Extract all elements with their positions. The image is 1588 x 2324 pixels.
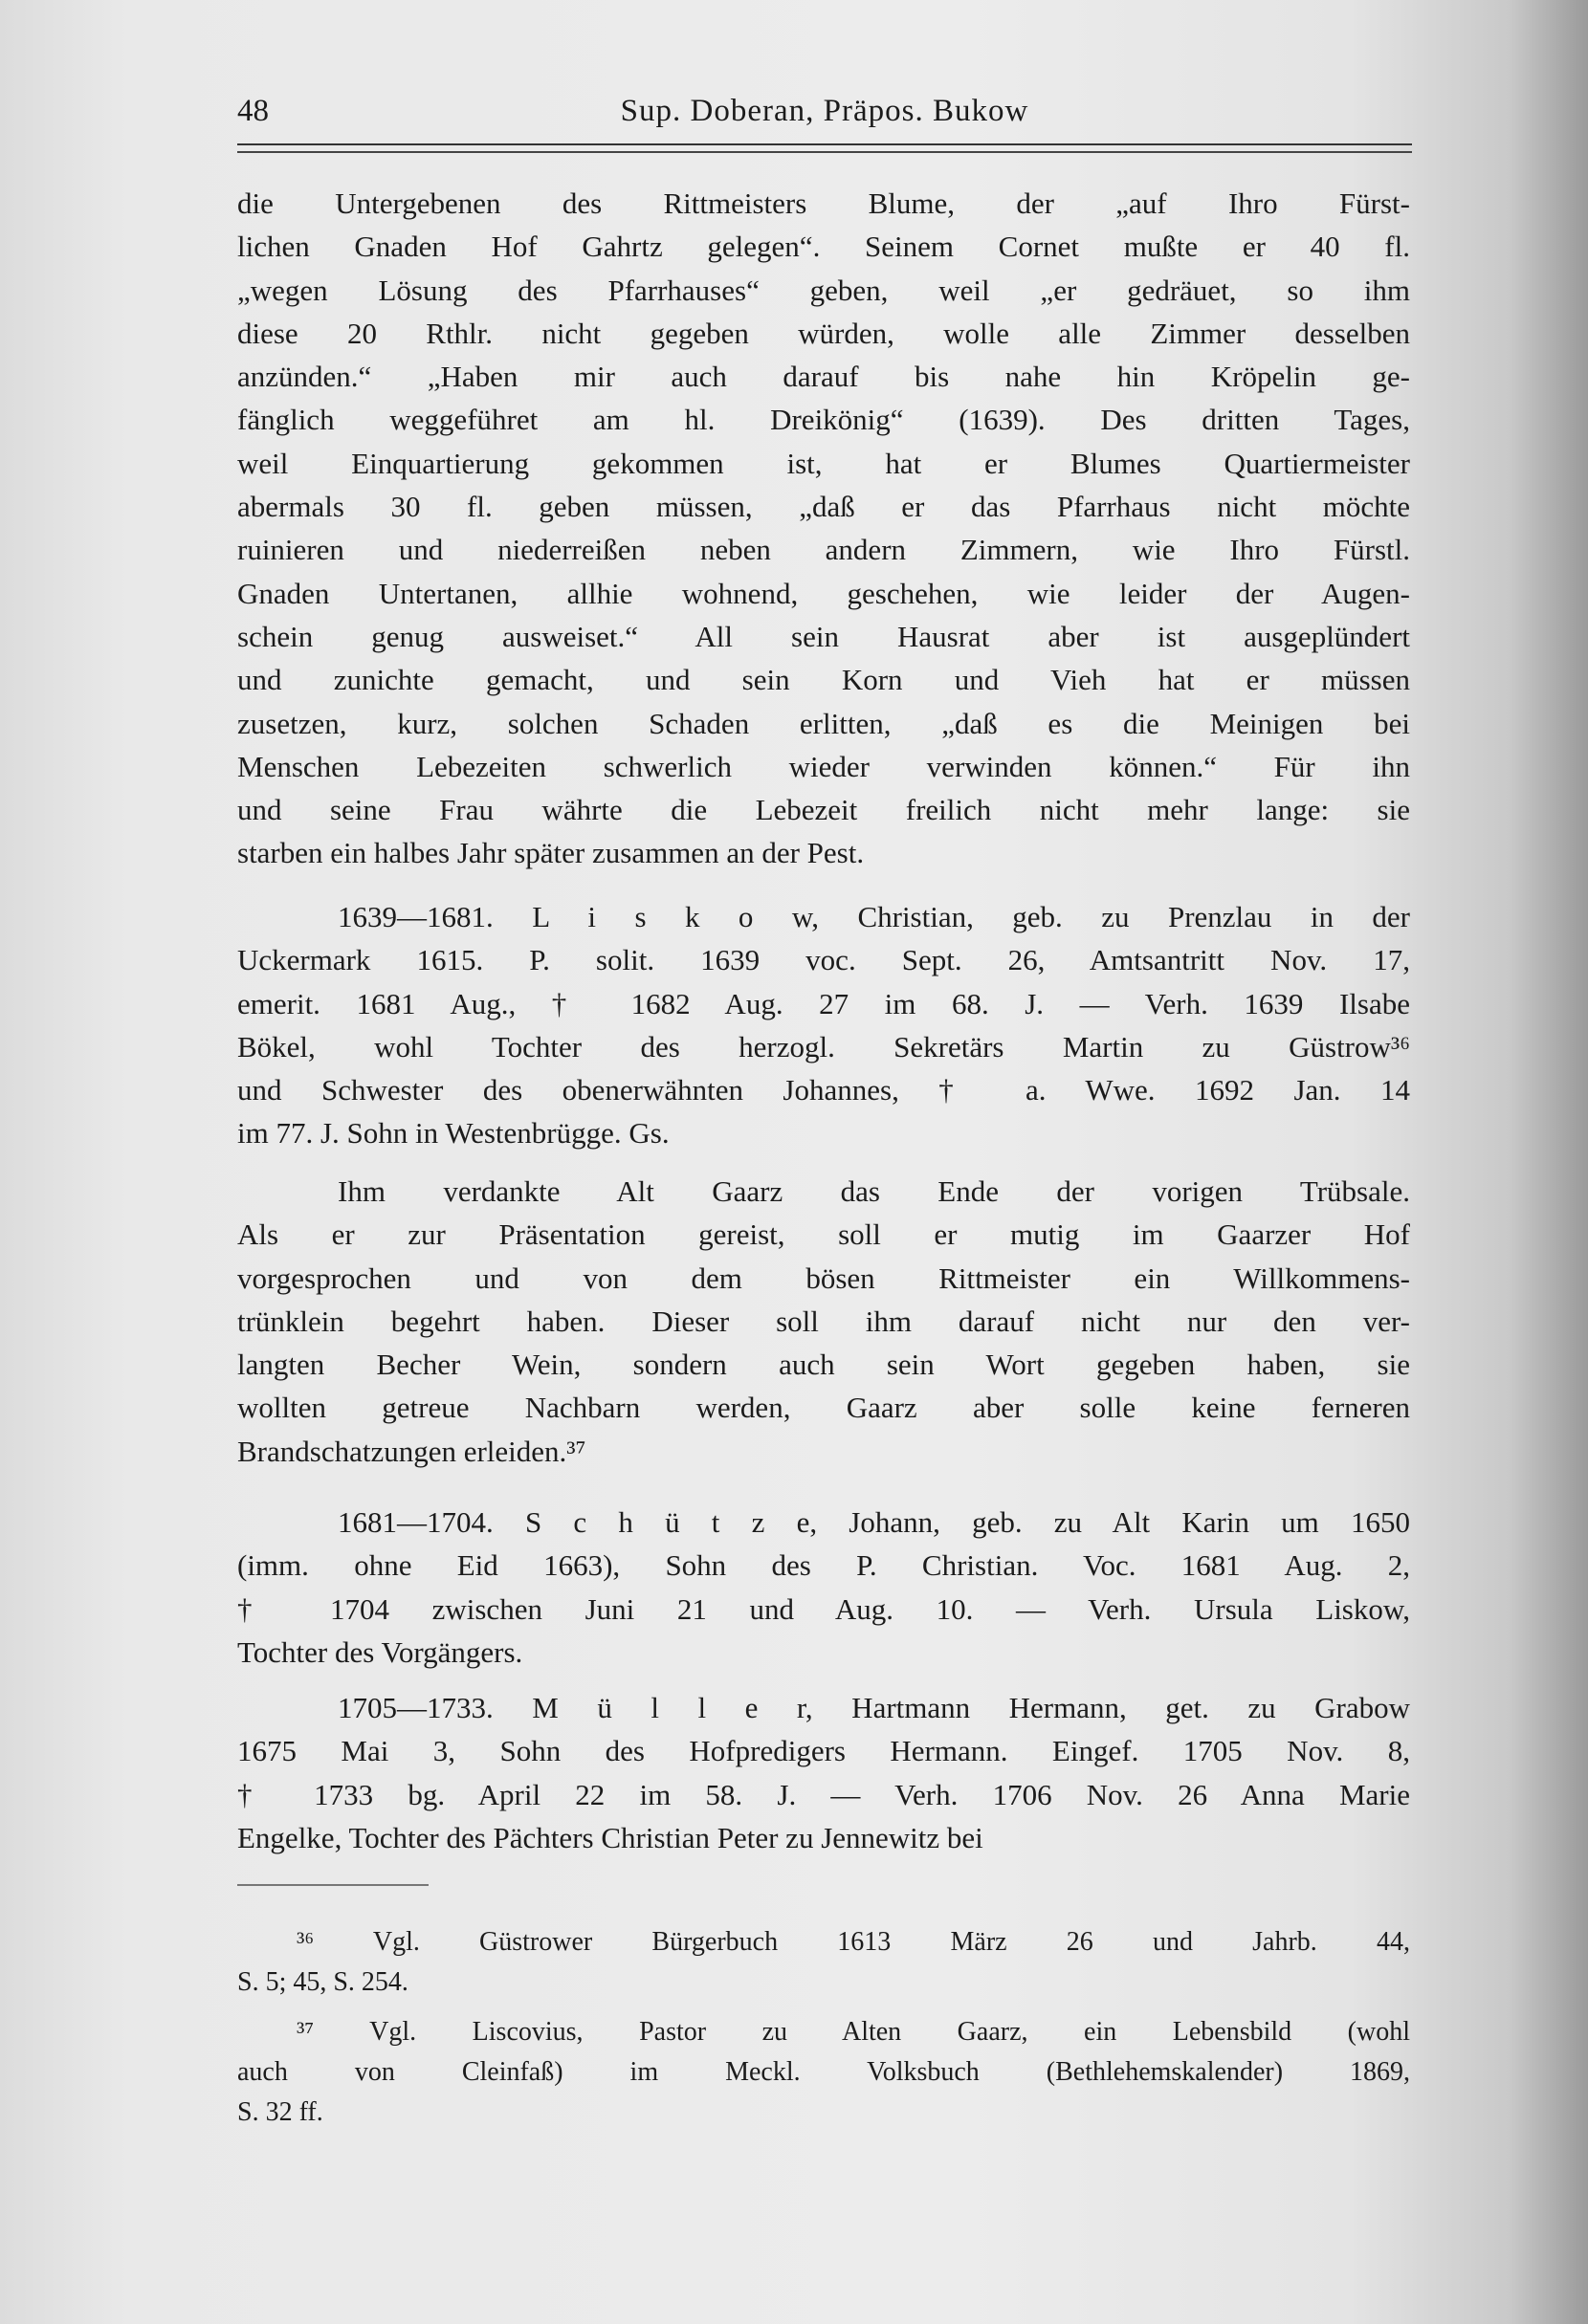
text-line: fänglich weggeführet am hl. Dreikönig“ (1639). Des dritten Tages,	[237, 403, 1410, 437]
text-line: vorgesprochen und von dem bösen Rittmeister ein Willkommens-	[237, 1261, 1410, 1295]
paragraph	[237, 1686, 1410, 1859]
paragraph	[237, 1170, 1410, 1473]
text-line: Ihm verdankte Alt Gaarz das Ende der vorigen Trübsale.	[338, 1174, 1410, 1208]
text-line: abermals 30 fl. geben müssen, „daß er das Pfarrhaus nicht möchte	[237, 490, 1410, 524]
footnote	[237, 2012, 1410, 2133]
text-line: (imm. ohne Eid 1663), Sohn des P. Christian. Voc. 1681 Aug. 2,	[237, 1548, 1410, 1583]
text-line: diese 20 Rthlr. nicht gegeben würden, wolle alle Zimmer desselben	[237, 316, 1410, 350]
text-line: ³⁷ Vgl. Liscovius, Pastor zu Alten Gaarz, ein Lebensbild (wohl	[297, 2017, 1410, 2047]
text-line: Tochter des Vorgängers.	[237, 1634, 523, 1669]
text-line: und Schwester des obenerwähnten Johannes, † a. Wwe. 1692 Jan. 14	[237, 1073, 1410, 1107]
text-line: und seine Frau währte die Lebezeit freilich nicht mehr lange: sie	[237, 793, 1410, 827]
text-line: S. 32 ff.	[237, 2097, 323, 2127]
text-line: lichen Gnaden Hof Gahrtz gelegen“. Seinem Cornet mußte er 40 fl.	[237, 230, 1410, 264]
text-line: Gnaden Untertanen, allhie wohnend, geschehen, wie leider der Augen-	[237, 576, 1410, 610]
text-line: † 1733 bg. April 22 im 58. J. — Verh. 1706 Nov. 26 Anna Marie	[237, 1777, 1410, 1811]
text-line: die Untergebenen des Rittmeisters Blume, der „auf Ihro Fürst-	[237, 186, 1410, 220]
header-double-rule	[237, 143, 1412, 153]
text-line: „wegen Lösung des Pfarrhauses“ geben, weil „er gedräuet, so ihm	[237, 273, 1410, 307]
page-number: 48	[237, 94, 269, 128]
text-line: anzünden.“ „Haben mir auch darauf bis nahe hin Kröpelin ge-	[237, 360, 1410, 394]
text-line: im 77. J. Sohn in Westenbrügge. Gs.	[237, 1116, 670, 1151]
text-line: Brandschatzungen erleiden.³⁷	[237, 1434, 586, 1468]
text-line: zusetzen, kurz, solchen Schaden erlitten, „daß es die Meinigen bei	[237, 706, 1410, 740]
text-line: Bökel, wohl Tochter des herzogl. Sekretärs Martin zu Güstrow³⁶	[237, 1029, 1410, 1063]
text-line: trünklein begehrt haben. Dieser soll ihm darauf nicht nur den ver-	[237, 1304, 1410, 1338]
text-line: 1681—1704. S c h ü t z e, Johann, geb. zu Alt Karin um 1650	[338, 1505, 1410, 1539]
text-line: 1675 Mai 3, Sohn des Hofpredigers Hermann. Eingef. 1705 Nov. 8,	[237, 1734, 1410, 1768]
text-line: starben ein halbes Jahr später zusammen an der Pest.	[237, 836, 865, 870]
text-line: schein genug ausweiset.“ All sein Hausrat aber ist ausgeplündert	[237, 619, 1410, 653]
text-line: Uckermark 1615. P. solit. 1639 voc. Sept. 26, Amtsantritt Nov. 17,	[237, 943, 1410, 977]
footnote	[237, 1922, 1410, 2003]
text-line: und zunichte gemacht, und sein Korn und Vieh hat er müssen	[237, 663, 1410, 697]
text-line: ruinieren und niederreißen neben andern Zimmern, wie Ihro Fürstl.	[237, 533, 1410, 567]
text-line: Als er zur Präsentation gereist, soll er mutig im Gaarzer Hof	[237, 1217, 1410, 1252]
text-line: S. 5; 45, S. 254.	[237, 1967, 408, 1997]
text-line: 1639—1681. L i s k o w, Christian, geb. zu Prenzlau in der	[338, 900, 1410, 933]
text-line: Menschen Lebezeiten schwerlich wieder verwinden können.“ Für ihn	[237, 749, 1410, 783]
footnote-separator	[237, 1884, 429, 1886]
text-line: ³⁶ Vgl. Güstrower Bürgerbuch 1613 März 26 und Jahrb. 44,	[297, 1927, 1410, 1957]
text-line: auch von Cleinfaß) im Meckl. Volksbuch (Bethlehemskalender) 1869,	[237, 2057, 1410, 2087]
text-line: 1705—1733. M ü l l e r, Hartmann Hermann, get. zu Grabow	[338, 1691, 1410, 1724]
text-line: langten Becher Wein, sondern auch sein Wort gegeben haben, sie	[237, 1348, 1410, 1382]
paragraph	[237, 182, 1410, 875]
text-line: wollten getreue Nachbarn werden, Gaarz aber solle keine ferneren	[237, 1391, 1410, 1425]
text-line: emerit. 1681 Aug., † 1682 Aug. 27 im 68. J. — Verh. 1639 Ilsabe	[237, 986, 1410, 1020]
running-title: Sup. Doberan, Präpos. Bukow	[620, 94, 1029, 128]
text-line: † 1704 zwischen Juni 21 und Aug. 10. — Verh. Ursula Liskow,	[237, 1591, 1410, 1626]
paragraph	[237, 895, 1410, 1155]
text-line: weil Einquartierung gekommen ist, hat er Blumes Quartiermeister	[237, 446, 1410, 480]
text-line: Engelke, Tochter des Pächters Christian Peter zu Jennewitz bei	[237, 1820, 983, 1854]
paragraph	[237, 1501, 1410, 1674]
